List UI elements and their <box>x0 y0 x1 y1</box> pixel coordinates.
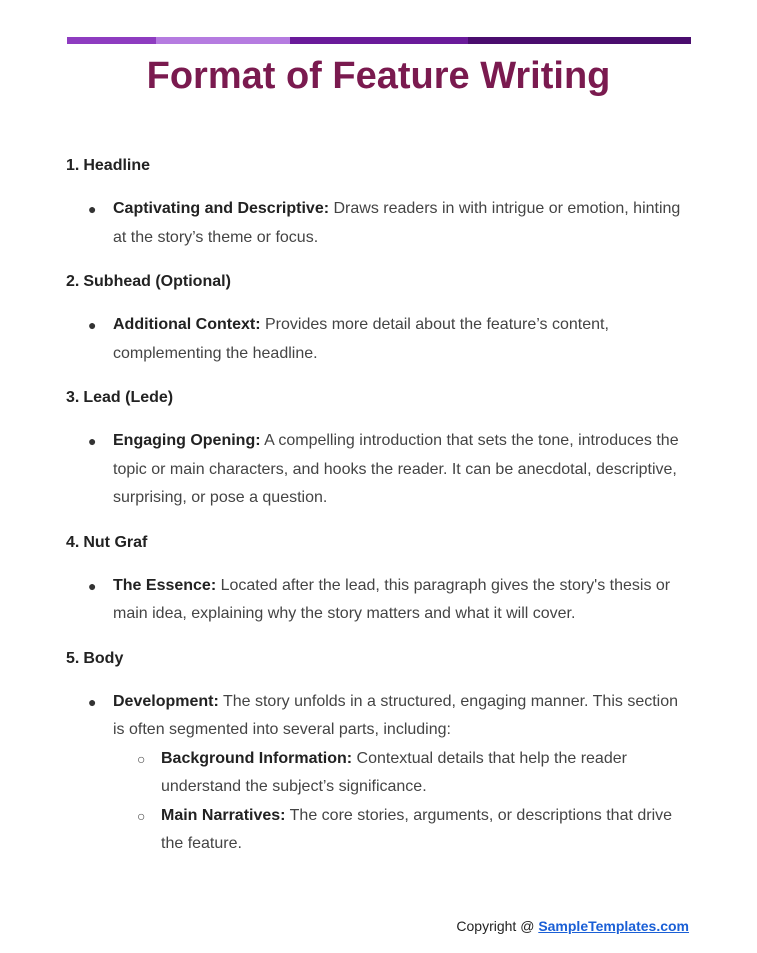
bullet-icon: ● <box>88 317 97 333</box>
section-number: 4. <box>66 533 80 551</box>
bullet-icon: ● <box>88 693 97 710</box>
item-text: complementing the headline. <box>113 344 318 362</box>
section-number: 2. <box>66 273 80 290</box>
list-item <box>66 688 691 745</box>
color-bar-segment <box>290 37 468 44</box>
list-item <box>66 195 691 252</box>
color-bar-segment <box>156 37 290 44</box>
section-heading <box>66 385 691 411</box>
sub-item-term: Main Narratives: <box>161 806 286 824</box>
item-term: Engaging Opening: <box>113 432 261 449</box>
list-item <box>66 427 691 513</box>
item-term: The Essence: <box>113 576 217 594</box>
copyright-footer <box>456 918 689 934</box>
sub-item-text: Contextual details that help the reader <box>352 749 627 767</box>
sub-item-text: understand the subject’s significance. <box>161 778 427 795</box>
item-text: Provides more detail about the feature’s content, <box>260 316 609 333</box>
sub-list-item <box>66 745 691 802</box>
section-number: 3. <box>66 389 80 406</box>
item-term: Additional Context: <box>113 316 261 333</box>
page-title: Format of Feature Writing <box>146 55 611 97</box>
section-heading <box>66 646 691 672</box>
sub-item-term: Background Information: <box>161 749 353 767</box>
section-heading <box>66 269 691 295</box>
section-title: Nut Graf <box>83 533 148 551</box>
item-text: The story unfolds in a structured, engaging manner. This section <box>218 692 679 710</box>
item-term: Development: <box>113 692 219 710</box>
bullet-list <box>66 572 691 629</box>
section-title: Lead (Lede) <box>83 389 174 406</box>
top-color-bar <box>67 37 691 44</box>
hollow-bullet-icon: ○ <box>137 807 146 824</box>
color-bar-segment <box>67 37 156 44</box>
bullet-icon: ● <box>88 433 97 449</box>
item-text: main idea, explaining why the story matters and what it will cover. <box>113 605 576 622</box>
section-number: 5. <box>66 649 80 667</box>
section-number: 1. <box>66 157 80 174</box>
item-text: surprising, or pose a question. <box>113 489 328 506</box>
document-body <box>66 153 691 859</box>
section-heading <box>66 530 691 556</box>
item-text: topic or main characters, and hooks the reader. It can be anecdotal, descriptive, <box>113 460 677 478</box>
bullet-list <box>66 195 691 252</box>
item-text: is often segmented into several parts, including: <box>113 721 451 738</box>
item-text: A compelling introduction that sets the tone, introduces the <box>260 432 679 449</box>
section-heading <box>66 153 691 179</box>
bullet-list <box>66 311 691 368</box>
item-text: Draws readers in with intrigue or emotion, hinting <box>329 200 681 217</box>
section-title: Subhead (Optional) <box>83 273 231 290</box>
bullet-icon: ● <box>88 577 97 594</box>
sub-item-text: The core stories, arguments, or descriptions that drive <box>285 806 673 824</box>
copyright-text: Copyright @ <box>456 918 535 934</box>
list-item <box>66 572 691 629</box>
bullet-list <box>66 427 691 513</box>
bullet-icon: ● <box>88 201 97 217</box>
sample-templates-link[interactable]: SampleTemplates.com <box>538 918 689 934</box>
color-bar-segment <box>468 37 691 44</box>
list-item <box>66 311 691 368</box>
sub-item-text: the feature. <box>161 835 242 852</box>
item-term: Captivating and Descriptive: <box>113 200 330 217</box>
bullet-list <box>66 688 691 859</box>
item-text: Located after the lead, this paragraph gives the story's thesis or <box>216 576 671 594</box>
section-title: Body <box>83 649 124 667</box>
item-text: at the story’s theme or focus. <box>113 228 319 246</box>
hollow-bullet-icon: ○ <box>137 750 146 767</box>
sub-list-item <box>66 802 691 859</box>
section-title: Headline <box>83 157 151 174</box>
